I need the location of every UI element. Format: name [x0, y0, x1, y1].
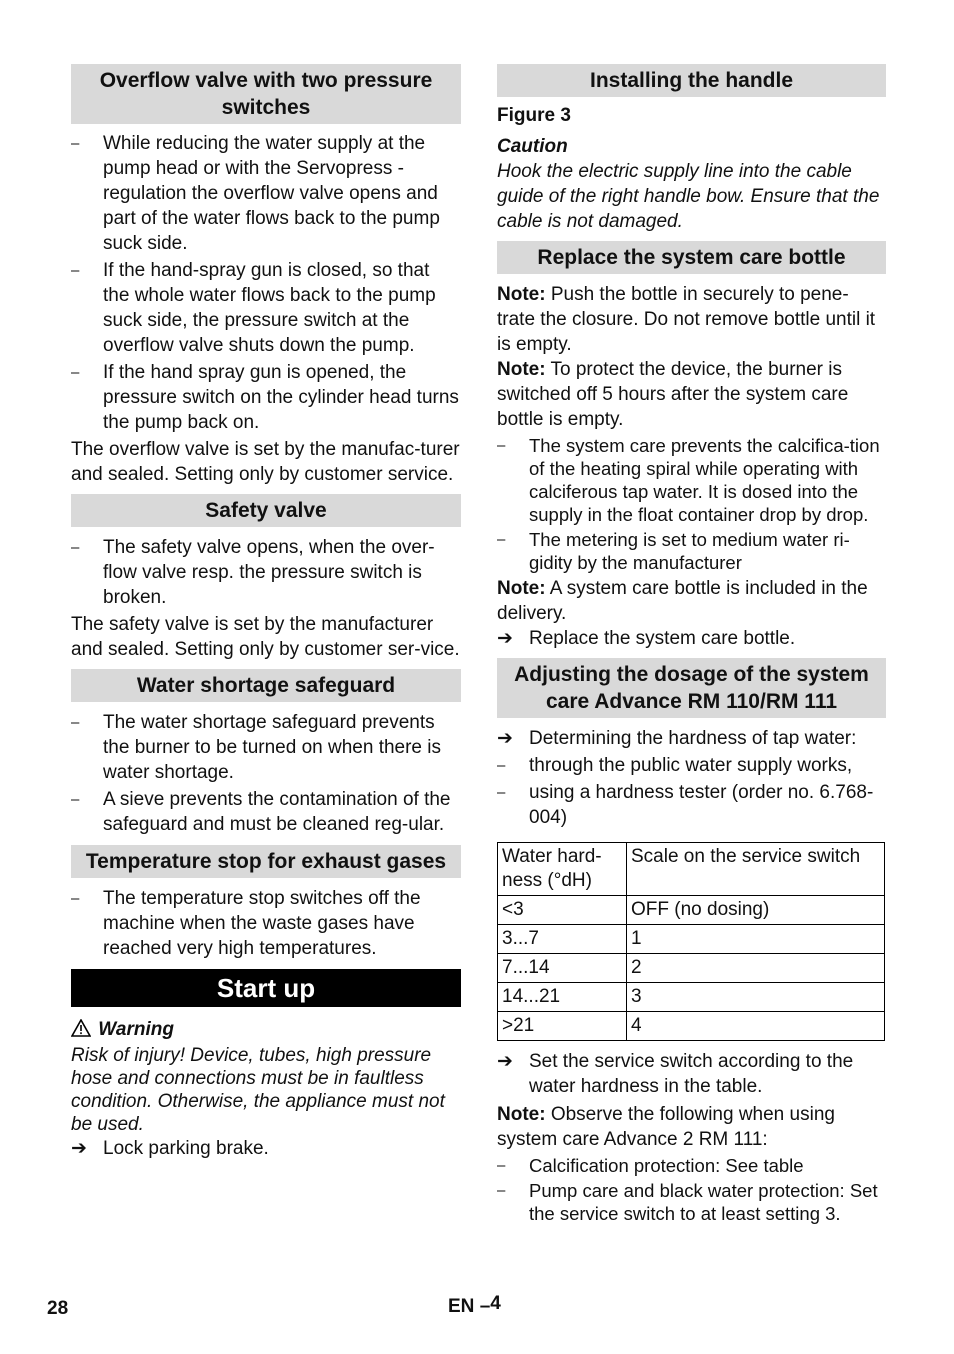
note-text: Push the bottle in securely to pene-trate the closure. Do not remove bottle until it is empty. — [497, 284, 876, 355]
left-column — [71, 64, 461, 1161]
bottle-list — [497, 434, 886, 574]
list-item: – The system care prevents the calcifica-tion of the heating spiral while operating with calciferous tap water. It is dosed into the supply in the float container drop by drop. — [497, 434, 886, 526]
table-row — [498, 1012, 885, 1041]
table-cell: 4 — [627, 1012, 885, 1041]
table-cell: OFF (no dosing) — [627, 896, 885, 925]
list-item: – Calcification protection: See table — [497, 1154, 886, 1177]
warning-label: Warning — [98, 1019, 174, 1040]
list-item: – The metering is set to medium water ri-gidity by the manufacturer — [497, 528, 886, 574]
table-cell: 2 — [627, 954, 885, 983]
heading-installing-handle: Installing the handle — [497, 64, 886, 97]
safety-text: The safety valve is set by the manufacturer and sealed. Setting only by customer ser-vice. — [71, 614, 460, 660]
note-1 — [497, 282, 886, 357]
table-cell: 1 — [627, 925, 885, 954]
note-label: Note: — [497, 578, 546, 599]
heading-start-up: Start up — [71, 969, 461, 1007]
safety-list — [71, 535, 461, 610]
action-text: Replace the system care bottle. — [529, 628, 796, 649]
action-lock-brake — [71, 1136, 461, 1161]
rm111-list — [497, 1154, 886, 1225]
list-item: – While reducing the water supply at the pump head or with the Servopress -regulation the overflow valve opens and part of the water flows back to the pump suck side. — [71, 131, 461, 256]
list-item: – The water shortage safeguard prevents the burner to be turned on when there is water shortage. — [71, 710, 461, 785]
table-cell: 14...21 — [498, 983, 627, 1012]
list-item: – through the public water supply works, — [497, 753, 886, 778]
list-item: – If the hand spray gun is opened, the pressure switch on the cylinder head turns the pump back on. — [71, 360, 461, 435]
overflow-text: The overflow valve is set by the manufac-turer and sealed. Setting only by customer service. — [71, 439, 460, 485]
action-replace-bottle — [497, 626, 886, 651]
hardness-table — [497, 842, 885, 1041]
table-header-row — [498, 843, 885, 896]
right-column — [497, 64, 886, 1227]
action-set-switch — [497, 1049, 886, 1099]
tempstop-list — [71, 886, 461, 961]
note-4 — [497, 1102, 886, 1152]
table-header-cell: Scale on the service switch — [627, 843, 885, 896]
note-3 — [497, 576, 886, 626]
shortage-list — [71, 710, 461, 837]
warning-triangle-icon — [71, 1019, 93, 1044]
arrow-right-icon: ➔ — [497, 1051, 513, 1072]
note-2 — [497, 357, 886, 432]
warning-text: Risk of injury! Device, tubes, high pressure hose and connections must be in faultless condition. Otherwise, the appliance must not be used. — [71, 1045, 445, 1135]
table-cell: >21 — [498, 1012, 627, 1041]
heading-water-shortage: Water shortage safeguard — [71, 669, 461, 702]
action-text: Determining the hardness of tap water: — [529, 728, 857, 749]
table-row — [498, 954, 885, 983]
list-item: – Pump care and black water protection: Set the service switch to at least setting 3. — [497, 1179, 886, 1225]
heading-temperature-stop: Temperature stop for exhaust gases — [71, 845, 461, 878]
action-determine-hardness — [497, 726, 886, 751]
list-item: – using a hardness tester (order no. 6.768-004) — [497, 780, 886, 830]
figure-label: Figure 3 — [497, 105, 571, 126]
list-item: – The temperature stop switches off the machine when the waste gases have reached very high temperatures. — [71, 886, 461, 961]
list-item: – The safety valve opens, when the over-flow valve resp. the pressure switch is broken. — [71, 535, 461, 610]
heading-safety-valve: Safety valve — [71, 494, 461, 527]
table-cell: 7...14 — [498, 954, 627, 983]
page-number: 28 — [47, 1298, 69, 1319]
table-row — [498, 896, 885, 925]
caution-text: Hook the electric supply line into the cable guide of the right handle bow. Ensure that the cable is not damaged. — [497, 161, 880, 232]
footer-lang: EN — [448, 1296, 475, 1317]
arrow-right-icon: ➔ — [71, 1138, 87, 1159]
note-text: To protect the device, the burner is switched off 5 hours after the system care bottle is empty. — [497, 359, 849, 430]
heading-overflow-valve: Overflow valve with two pressure switches — [71, 64, 461, 124]
table-row — [498, 925, 885, 954]
action-text: Set the service switch according to the water hardness in the table. — [529, 1051, 854, 1097]
table-row — [498, 983, 885, 1012]
note-text: A system care bottle is included in the delivery. — [497, 578, 868, 624]
overflow-list — [71, 131, 461, 435]
arrow-right-icon: ➔ — [497, 628, 513, 649]
hardness-methods-list — [497, 753, 886, 830]
warning-heading — [71, 1017, 461, 1044]
footer-dash: – — [479, 1296, 491, 1317]
table-cell: 3...7 — [498, 925, 627, 954]
table-cell: <3 — [498, 896, 627, 925]
note-label: Note: — [497, 284, 546, 305]
note-text: Observe the following when using system care Advance 2 RM 111: — [497, 1104, 835, 1150]
list-item: – If the hand-spray gun is closed, so that the whole water flows back to the pump suck side, the pressure switch at the overflow valve shuts down the pump. — [71, 258, 461, 358]
table-cell: 3 — [627, 983, 885, 1012]
heading-adjusting-dosage: Adjusting the dosage of the system care Advance RM 110/RM 111 — [497, 658, 886, 718]
heading-replace-bottle: Replace the system care bottle — [497, 241, 886, 274]
table-header-cell: Water hard-ness (°dH) — [498, 843, 627, 896]
footer-section-num: 4 — [490, 1293, 501, 1314]
caution-label: Caution — [497, 136, 568, 157]
arrow-right-icon: ➔ — [497, 728, 513, 749]
note-label: Note: — [497, 1104, 546, 1125]
footer-language-page — [448, 1293, 501, 1318]
list-item: – A sieve prevents the contamination of the safeguard and must be cleaned reg-ular. — [71, 787, 461, 837]
note-label: Note: — [497, 359, 546, 380]
action-text: Lock parking brake. — [103, 1138, 269, 1159]
